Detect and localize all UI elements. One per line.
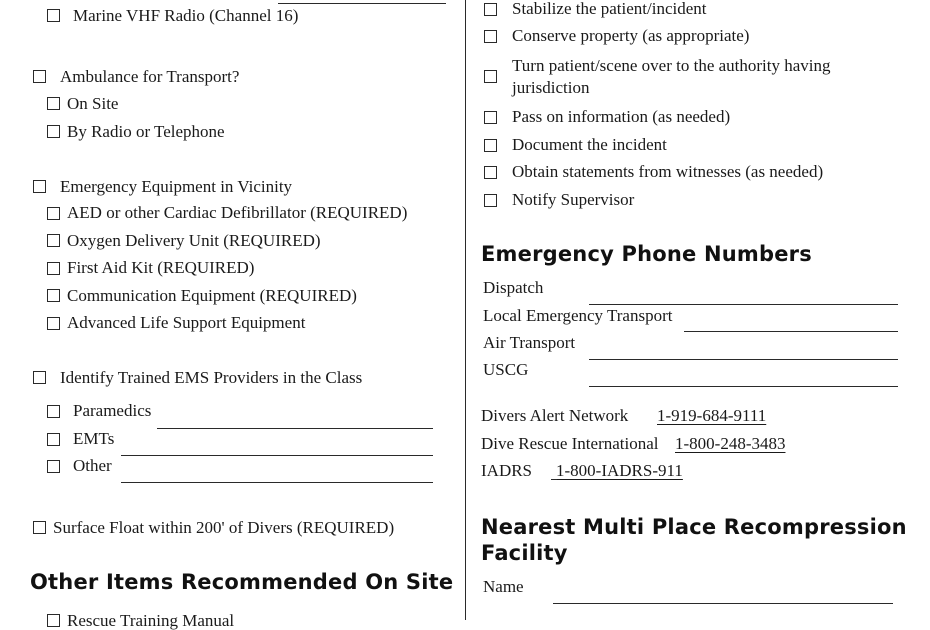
notify-supervisor-label: Notify Supervisor <box>512 190 635 209</box>
dispatch-field-line[interactable] <box>589 304 898 305</box>
checkbox-surface-float[interactable] <box>33 521 46 534</box>
dan-name: Divers Alert Network <box>481 406 629 425</box>
checkbox-pass-information[interactable] <box>484 111 497 124</box>
checkbox-other[interactable] <box>47 460 60 473</box>
recompression-heading-line2: Facility <box>481 541 568 565</box>
rescue-manual-label: Rescue Training Manual <box>67 611 235 630</box>
facility-name-field-line[interactable] <box>553 603 893 604</box>
checkbox-emergency-equipment[interactable] <box>33 180 46 193</box>
turn-over-label-line2: jurisdiction <box>512 78 590 97</box>
checkbox-marine-radio[interactable] <box>47 9 60 22</box>
air-transport-label: Air Transport <box>483 333 576 352</box>
witness-statements-label: Obtain statements from witnesses (as needed) <box>512 162 824 181</box>
checkbox-paramedics[interactable] <box>47 405 60 418</box>
air-transport-field-line[interactable] <box>589 359 898 360</box>
column-divider <box>465 0 466 620</box>
marine-radio-label: Marine VHF Radio (Channel 16) <box>73 6 299 25</box>
checkbox-first-aid[interactable] <box>47 262 60 275</box>
checkbox-turn-over[interactable] <box>484 70 497 83</box>
aed-label: AED or other Cardiac Defibrillator (REQUIRED) <box>67 203 408 222</box>
checkbox-emts[interactable] <box>47 433 60 446</box>
dan-phone[interactable]: 1-919-684-9111 <box>657 406 767 425</box>
local-transport-field-line[interactable] <box>684 331 898 332</box>
first-aid-label: First Aid Kit (REQUIRED) <box>67 258 255 277</box>
surface-float-label: Surface Float within 200' of Divers (REQUIRED) <box>53 518 395 537</box>
recompression-heading-line1: Nearest Multi Place Recompression <box>481 515 907 539</box>
checkbox-aed[interactable] <box>47 207 60 220</box>
iadrs-leading-underline <box>551 479 557 480</box>
emts-blank-line[interactable] <box>121 455 433 456</box>
checkbox-ambulance[interactable] <box>33 70 46 83</box>
checkbox-advanced-life-support[interactable] <box>47 317 60 330</box>
checkbox-conserve-property[interactable] <box>484 30 497 43</box>
checkbox-oxygen[interactable] <box>47 234 60 247</box>
checkbox-ems-providers[interactable] <box>33 371 46 384</box>
communication-label: Communication Equipment (REQUIRED) <box>67 286 357 305</box>
facility-name-label: Name <box>483 577 524 596</box>
checkbox-communication[interactable] <box>47 289 60 302</box>
ems-providers-label: Identify Trained EMS Providers in the Class <box>60 368 363 387</box>
iadrs-name: IADRS <box>481 461 533 480</box>
oxygen-label: Oxygen Delivery Unit (REQUIRED) <box>67 231 321 250</box>
advanced-life-support-label: Advanced Life Support Equipment <box>67 313 306 332</box>
checkbox-stabilize[interactable] <box>484 3 497 16</box>
dispatch-label: Dispatch <box>483 278 544 297</box>
other-label: Other <box>73 456 112 475</box>
checkbox-document-incident[interactable] <box>484 139 497 152</box>
checkbox-witness-statements[interactable] <box>484 166 497 179</box>
paramedics-blank-line[interactable] <box>157 428 433 429</box>
pass-information-label: Pass on information (as needed) <box>512 107 731 126</box>
emergency-phone-heading: Emergency Phone Numbers <box>481 242 812 266</box>
top-blank-line <box>278 3 446 4</box>
conserve-property-label: Conserve property (as appropriate) <box>512 26 750 45</box>
radio-or-telephone-label: By Radio or Telephone <box>67 122 225 141</box>
uscg-field-line[interactable] <box>589 386 898 387</box>
uscg-label: USCG <box>483 360 529 379</box>
other-items-heading: Other Items Recommended On Site <box>30 570 454 594</box>
emts-label: EMTs <box>73 429 115 448</box>
checkbox-notify-supervisor[interactable] <box>484 194 497 207</box>
dri-phone[interactable]: 1-800-248-3483 <box>675 434 786 453</box>
on-site-label: On Site <box>67 94 119 113</box>
other-blank-line-1[interactable] <box>121 482 433 483</box>
paramedics-label: Paramedics <box>73 401 152 420</box>
local-transport-label: Local Emergency Transport <box>483 306 673 325</box>
iadrs-phone[interactable]: 1-800-IADRS-911 <box>556 461 683 480</box>
emergency-equipment-label: Emergency Equipment in Vicinity <box>60 177 293 196</box>
checkbox-on-site[interactable] <box>47 97 60 110</box>
document-incident-label: Document the incident <box>512 135 667 154</box>
ambulance-label: Ambulance for Transport? <box>60 67 240 86</box>
checkbox-radio-or-telephone[interactable] <box>47 125 60 138</box>
dri-name: Dive Rescue International <box>481 434 659 453</box>
turn-over-label-line1: Turn patient/scene over to the authority having <box>512 56 831 75</box>
stabilize-label: Stabilize the patient/incident <box>512 0 707 18</box>
checkbox-rescue-manual[interactable] <box>47 614 60 627</box>
